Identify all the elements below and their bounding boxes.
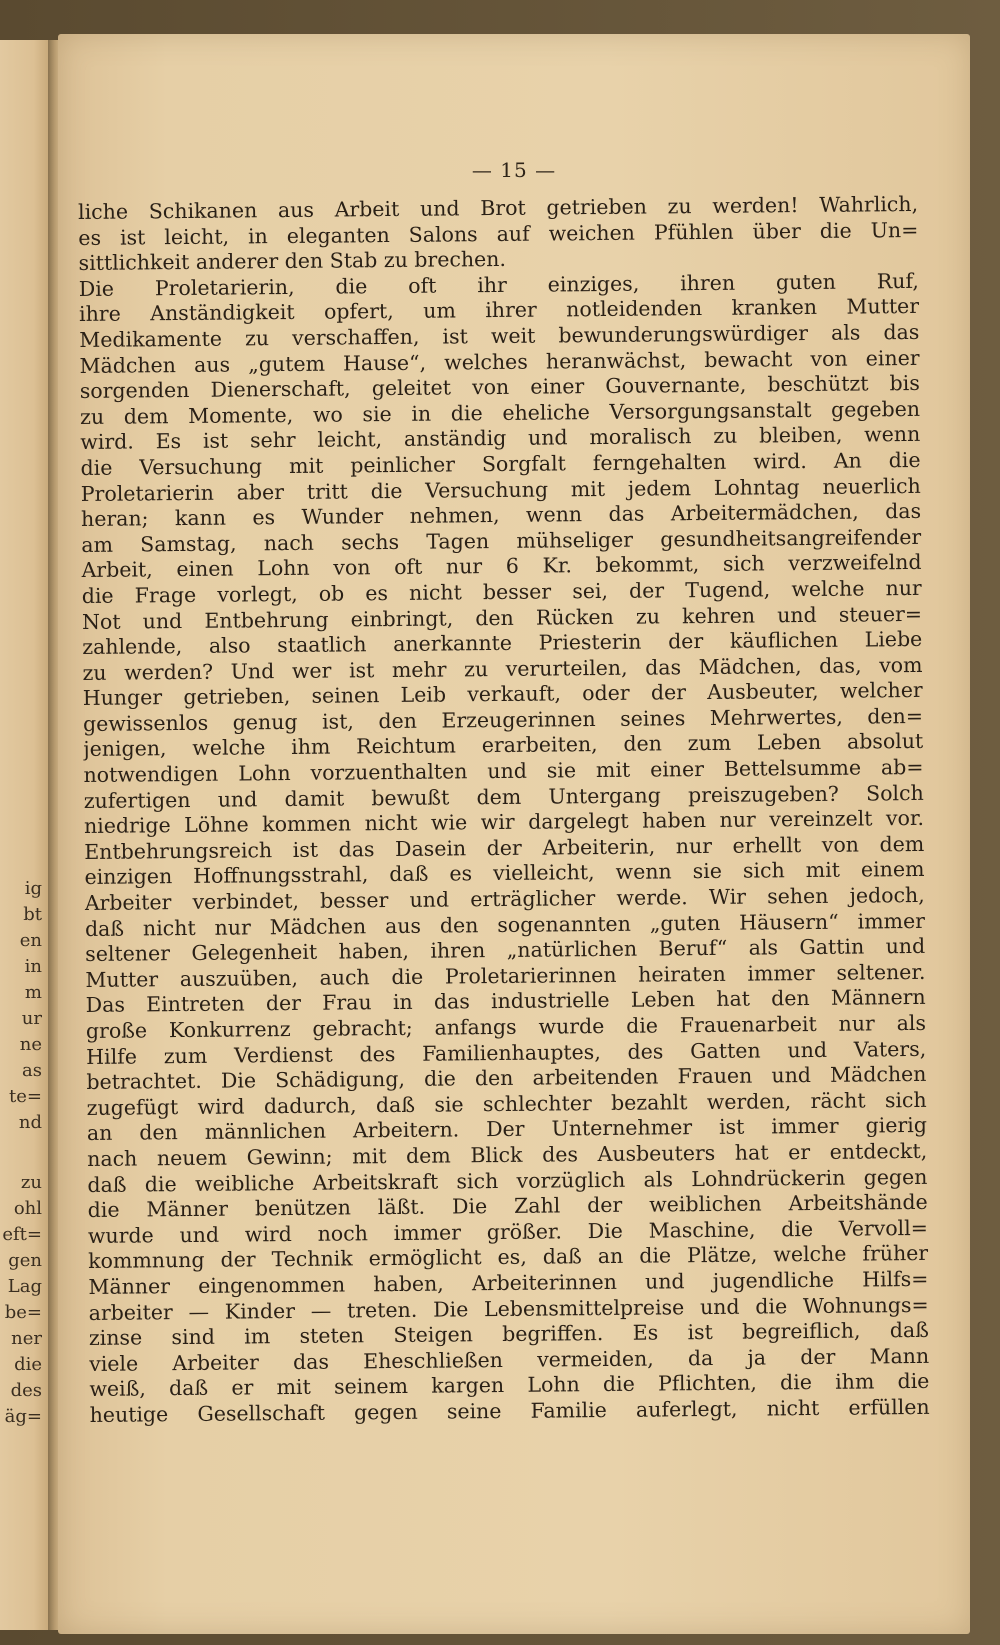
text-line: große Konkurrenz gebracht; anfangs wurde die Frauenarbeit nur als <box>85 1010 927 1043</box>
text-line: notwendigen Lohn vorzuenthalten und sie mit einer Bettelsumme ab= <box>83 754 924 788</box>
text-line: die Versuchung mit peinlicher Sorgfalt ferngehalten wird. An die <box>80 447 921 480</box>
text-line: daß die weibliche Arbeitskraft sich vorzüglich als Lohndrückerin gegen <box>87 1164 928 1197</box>
facing-page-fragment: Lag <box>7 1276 42 1297</box>
text-line: zahlende, also staatlich anerkannte Priesterin der käuflichen Liebe <box>82 627 923 660</box>
facing-page-fragment: ohl <box>13 1198 42 1219</box>
text-line: seltener Gelegenheit haben, ihren „natürlichen Beruf“ als Gattin und <box>85 934 926 967</box>
text-line: sittlichkeit anderer den Stab zu brechen. <box>78 247 507 276</box>
text-line: zu dem Momente, wo sie in die eheliche Versorgungsanstalt gegeben <box>79 396 921 429</box>
body-text <box>78 192 930 1429</box>
text-line: viele Arbeiter das Eheschließen vermeiden, da ja der Mann <box>89 1343 930 1376</box>
text-line: Entbehrungsreich ist das Dasein der Arbeiterin, nur erhellt von dem <box>84 831 925 864</box>
text-line: betrachtet. Die Schädigung, die den arbeitenden Frauen und Mädchen <box>86 1062 927 1095</box>
page-number: — 15 — <box>471 158 557 182</box>
facing-page-fragment: bt <box>23 904 42 925</box>
facing-page-fragment: des <box>10 1380 42 1401</box>
facing-page-fragment: zu <box>20 1172 42 1193</box>
text-line: nach neuem Gewinn; mit dem Blick des Ausbeuters hat er entdeckt, <box>87 1138 928 1171</box>
text-line: Proletarierin aber tritt die Versuchung mit jedem Lohntag neuerlich <box>80 473 921 506</box>
text-line: an den männlichen Arbeitern. Der Unternehmer ist immer gierig <box>86 1113 928 1146</box>
facing-page-fragment: nd <box>18 1112 42 1133</box>
text-line: ihre Anständigkeit opfert, um ihrer notleidenden kranken Mutter <box>78 294 920 327</box>
facing-page-fragment: as <box>22 1060 42 1081</box>
facing-page-fragment: be= <box>4 1302 42 1323</box>
facing-page-fragment: eft= <box>2 1224 42 1245</box>
text-line: einzigen Hoffnungsstrahl, daß es vielleicht, wenn sie sich mit einem <box>84 857 925 890</box>
text-line: zufertigen und damit bewußt dem Untergang preiszugeben? Solch <box>83 780 924 813</box>
facing-page-fragment: ner <box>11 1328 42 1349</box>
text-line: wird. Es ist sehr leicht, anständig und moralisch zu bleiben, wenn <box>80 422 921 455</box>
text-line: jenigen, welche ihm Reichtum erarbeiten, den zum Leben absolut <box>83 729 924 762</box>
text-line: liche Schikanen aus Arbeit und Brot getrieben zu werden! Wahrlich, <box>78 191 919 224</box>
text-line: die Männer benützen läßt. Die Zahl der weiblichen Arbeitshände <box>87 1190 928 1223</box>
text-line: daß nicht nur Mädchen aus den sogenannten „guten Häusern“ immer <box>84 908 926 941</box>
text-line: Das Eintreten der Frau in das industrielle Leben hat den Männern <box>85 985 926 1018</box>
text-line: Medikamente zu verschaffen, ist weit bewunderungswürdiger als das <box>79 319 920 352</box>
text-line: zinse sind im steten Steigen begriffen. Es ist begreiflich, daß <box>88 1318 930 1351</box>
text-line: heran; kann es Wunder nehmen, wenn das Arbeitermädchen, das <box>80 499 922 532</box>
facing-page-fragment: die <box>14 1354 42 1375</box>
text-line: heutige Gesellschaft gegen seine Familie auferlegt, nicht erfüllen <box>89 1394 930 1427</box>
text-line: es ist leicht, in eleganten Salons auf weichen Pfühlen über die Un= <box>78 217 919 250</box>
text-line: gewissenlos genug ist, den Erzeugerinnen seines Mehrwertes, den= <box>82 703 924 736</box>
text-line: Mutter auszuüben, auch die Proletarierinnen heiraten immer seltener. <box>85 959 926 992</box>
facing-page-fragment: ig <box>24 878 42 899</box>
text-line: am Samstag, nach sechs Tagen mühseliger gesundheitsangreifender <box>81 524 922 557</box>
text-line: Hilfe zum Verdienst des Familienhauptes, des Gatten und Vaters, <box>86 1036 927 1069</box>
text-line: Not und Entbehrung einbringt, den Rücken zu kehren und steuer= <box>81 601 923 634</box>
facing-page-fragment: äg= <box>4 1406 42 1427</box>
text-line: Die Proletarierin, die oft ihr einziges, ihren guten Ruf, <box>78 268 919 301</box>
text-line: die Frage vorlegt, ob es nicht besser sei, der Tugend, welche nur <box>81 575 922 608</box>
facing-page-fragment: en <box>19 930 42 951</box>
facing-page-fragment: gen <box>8 1250 42 1271</box>
text-line: Mädchen aus „gutem Hause“, welches heranwächst, bewacht von einer <box>79 345 920 378</box>
text-line: Hunger getrieben, seinen Leib verkauft, oder der Ausbeuter, welcher <box>82 678 923 711</box>
text-line: Männer eingenommen haben, Arbeiterinnen und jugendliche Hilfs= <box>88 1266 929 1299</box>
book-page <box>58 34 970 1634</box>
text-line: zugefügt wird dadurch, daß sie schlechter bezahlt werden, rächt sich <box>86 1087 927 1120</box>
text-line: Arbeit, einen Lohn von oft nur 6 Kr. bekommt, sich verzweifelnd <box>81 550 922 583</box>
text-line: zu werden? Und wer ist mehr zu verurteilen, das Mädchen, das, vom <box>82 652 923 685</box>
text-line: niedrige Löhne kommen nicht wie wir dargelegt haben nur vereinzelt vor. <box>83 806 925 839</box>
facing-page-fragment: ne <box>19 1034 42 1055</box>
text-line: arbeiter — Kinder — treten. Die Lebensmittelpreise und die Wohnungs= <box>88 1292 929 1325</box>
text-line: kommnung der Technik ermöglicht es, daß an die Plätze, welche früher <box>88 1241 929 1274</box>
text-line: wurde und wird noch immer größer. Die Maschine, die Vervoll= <box>87 1215 929 1248</box>
facing-page-fragment: in <box>24 956 42 977</box>
facing-page-edge <box>0 40 48 1630</box>
facing-page-fragment: ur <box>21 1008 42 1029</box>
text-line: sorgenden Dienerschaft, geleitet von einer Gouvernante, beschützt bis <box>79 371 920 404</box>
facing-page-fragment: te= <box>9 1086 42 1107</box>
facing-page-fragment: m <box>24 982 42 1003</box>
text-line: Arbeiter verbindet, besser und erträglicher werde. Wir sehen jedoch, <box>84 882 925 915</box>
text-line: weiß, daß er mit seinem kargen Lohn die Pflichten, die ihm die <box>89 1369 930 1402</box>
